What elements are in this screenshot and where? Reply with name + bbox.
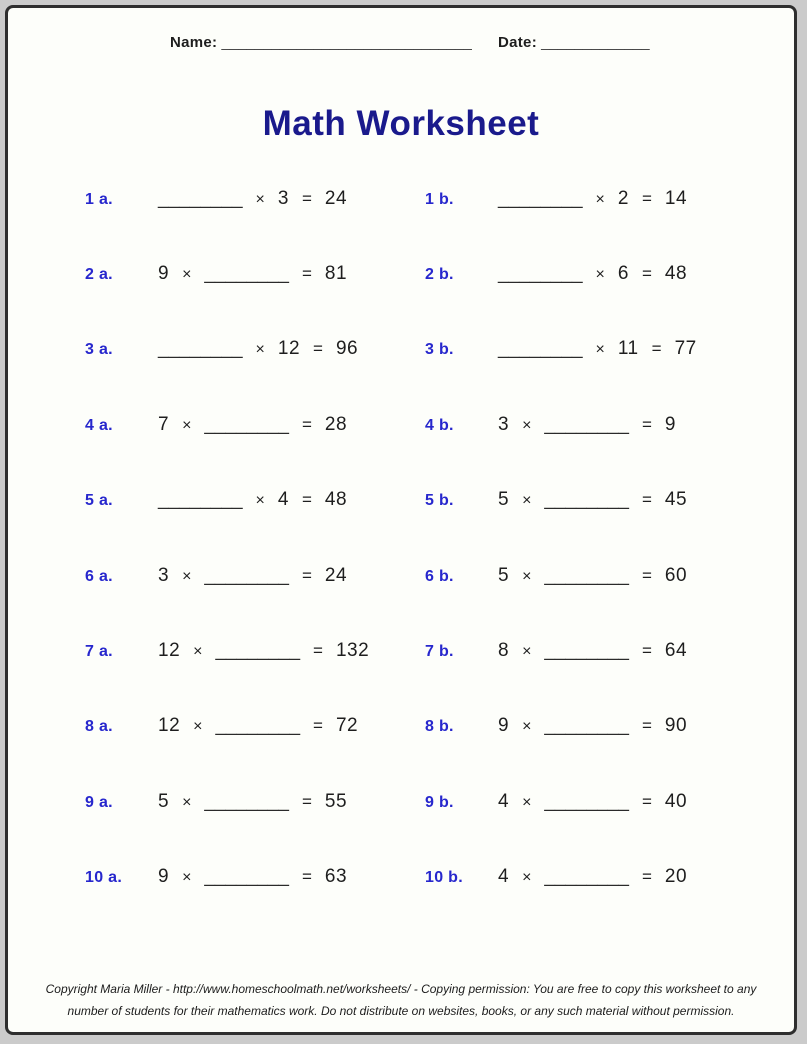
equation bbox=[158, 866, 347, 888]
times-symbol: × bbox=[182, 416, 192, 434]
problem-label: 6 a. bbox=[85, 567, 113, 585]
product-value: 14 bbox=[664, 187, 688, 209]
name-blank-line: ______________________________ bbox=[221, 34, 472, 51]
product-value: 90 bbox=[664, 715, 688, 737]
problems-grid bbox=[85, 161, 775, 915]
factor-value: 8 bbox=[498, 640, 510, 662]
factor-value: 4 bbox=[498, 866, 510, 888]
equation bbox=[498, 791, 687, 813]
equals-symbol: = bbox=[313, 716, 323, 736]
equals-symbol: = bbox=[301, 264, 312, 284]
equals-symbol: = bbox=[301, 188, 312, 208]
product-value: 40 bbox=[664, 790, 688, 812]
equation bbox=[158, 338, 358, 360]
factor-value: 9 bbox=[158, 866, 170, 888]
blank-line: ________ bbox=[544, 413, 629, 435]
equation bbox=[158, 640, 369, 662]
product-value: 81 bbox=[324, 263, 348, 285]
problem-label: 2 b. bbox=[425, 266, 454, 284]
equation bbox=[498, 489, 687, 511]
blank-line: ________ bbox=[215, 715, 301, 737]
blank-line: ________ bbox=[215, 640, 301, 662]
equals-symbol: = bbox=[641, 188, 652, 208]
factor-value: 5 bbox=[498, 564, 510, 586]
equals-symbol: = bbox=[641, 490, 652, 510]
blank-line: ________ bbox=[204, 564, 289, 586]
problem-row bbox=[85, 715, 425, 737]
times-symbol: × bbox=[182, 793, 192, 811]
problem-row bbox=[85, 791, 425, 813]
problem-label: 9 a. bbox=[85, 793, 113, 811]
times-symbol: × bbox=[595, 190, 605, 208]
equals-symbol: = bbox=[641, 414, 652, 434]
equals-symbol: = bbox=[301, 867, 312, 887]
problem-row bbox=[85, 263, 425, 285]
product-value: 60 bbox=[664, 564, 688, 586]
times-symbol: × bbox=[193, 643, 203, 661]
times-symbol: × bbox=[522, 793, 532, 811]
times-symbol: × bbox=[193, 718, 203, 736]
problem-label: 7 b. bbox=[425, 643, 454, 661]
equation bbox=[498, 640, 687, 662]
equation bbox=[158, 489, 347, 511]
date-label: Date: bbox=[497, 34, 537, 51]
name-date-header bbox=[170, 34, 650, 51]
factor-value: 5 bbox=[158, 790, 170, 812]
times-symbol: × bbox=[522, 492, 532, 510]
factor-value: 3 bbox=[158, 564, 170, 586]
worksheet-page bbox=[5, 5, 797, 1035]
product-value: 63 bbox=[324, 866, 348, 888]
product-value: 9 bbox=[664, 413, 676, 435]
problem-label: 2 a. bbox=[85, 266, 113, 284]
equals-symbol: = bbox=[301, 791, 312, 811]
equals-symbol: = bbox=[641, 264, 652, 284]
problem-row bbox=[85, 640, 425, 662]
problem-label: 8 a. bbox=[85, 718, 113, 736]
equals-symbol: = bbox=[641, 791, 652, 811]
blank-line: ________ bbox=[544, 715, 629, 737]
problem-row bbox=[85, 565, 425, 587]
problem-label: 1 b. bbox=[425, 190, 454, 208]
problem-row bbox=[425, 791, 765, 813]
times-symbol: × bbox=[595, 266, 605, 284]
factor-value: 3 bbox=[277, 187, 289, 209]
times-symbol: × bbox=[255, 492, 265, 510]
product-value: 48 bbox=[324, 489, 348, 511]
equals-symbol: = bbox=[641, 641, 652, 661]
problem-label: 5 a. bbox=[85, 492, 113, 510]
problem-row bbox=[425, 263, 765, 285]
factor-value: 6 bbox=[617, 263, 629, 285]
problem-label: 4 a. bbox=[85, 416, 113, 434]
problem-row bbox=[425, 489, 765, 511]
blank-line: ________ bbox=[204, 263, 289, 285]
problem-label: 4 b. bbox=[425, 416, 454, 434]
blank-line: ________ bbox=[204, 413, 289, 435]
problem-row bbox=[425, 640, 765, 662]
equals-symbol: = bbox=[313, 339, 323, 359]
equation bbox=[158, 715, 358, 737]
equals-symbol: = bbox=[651, 339, 662, 359]
factor-value: 7 bbox=[158, 413, 170, 435]
blank-line: ________ bbox=[204, 790, 289, 812]
equation bbox=[498, 565, 687, 587]
product-value: 55 bbox=[324, 790, 348, 812]
problem-row bbox=[425, 188, 765, 210]
problem-label: 8 b. bbox=[425, 718, 454, 736]
product-value: 20 bbox=[664, 866, 688, 888]
copyright-line-1: Copyright Maria Miller - http://www.homeschoolmath.net/worksheets/ - Copying permission: You are free to copy this worksheet to any bbox=[45, 982, 757, 996]
factor-value: 12 bbox=[277, 338, 301, 360]
problem-label: 7 a. bbox=[85, 643, 113, 661]
blank-line: ________ bbox=[544, 866, 629, 888]
blank-line: ________ bbox=[158, 338, 243, 360]
factor-value: 4 bbox=[277, 489, 289, 511]
equation bbox=[158, 414, 347, 436]
product-value: 77 bbox=[674, 338, 697, 360]
product-value: 45 bbox=[664, 489, 688, 511]
equation bbox=[498, 263, 687, 285]
factor-value: 2 bbox=[617, 187, 629, 209]
blank-line: ________ bbox=[544, 640, 629, 662]
factor-value: 9 bbox=[158, 263, 170, 285]
blank-line: ________ bbox=[544, 489, 629, 511]
product-value: 48 bbox=[664, 263, 688, 285]
problem-row bbox=[85, 866, 425, 888]
equation bbox=[158, 791, 347, 813]
equals-symbol: = bbox=[313, 641, 323, 661]
equals-symbol: = bbox=[301, 490, 312, 510]
problem-row bbox=[85, 188, 425, 210]
page-title: Math Worksheet bbox=[262, 104, 540, 143]
blank-line: ________ bbox=[204, 866, 289, 888]
times-symbol: × bbox=[522, 416, 532, 434]
problem-row bbox=[425, 338, 765, 360]
equation bbox=[158, 188, 347, 210]
times-symbol: × bbox=[182, 567, 192, 585]
product-value: 24 bbox=[324, 187, 348, 209]
copyright-footer bbox=[8, 978, 794, 1022]
factor-value: 5 bbox=[498, 489, 510, 511]
factor-value: 9 bbox=[498, 715, 510, 737]
blank-line: ________ bbox=[158, 489, 243, 511]
factor-value: 12 bbox=[158, 715, 181, 737]
times-symbol: × bbox=[255, 190, 265, 208]
problem-row bbox=[425, 715, 765, 737]
equation bbox=[498, 414, 676, 436]
blank-line: ________ bbox=[498, 338, 583, 360]
factor-value: 11 bbox=[617, 338, 639, 360]
factor-value: 12 bbox=[158, 640, 181, 662]
times-symbol: × bbox=[182, 869, 192, 887]
factor-value: 4 bbox=[498, 790, 510, 812]
equation bbox=[498, 715, 687, 737]
times-symbol: × bbox=[522, 869, 532, 887]
equation bbox=[498, 338, 697, 360]
blank-line: ________ bbox=[544, 790, 629, 812]
blank-line: ________ bbox=[498, 263, 583, 285]
blank-line: ________ bbox=[544, 564, 629, 586]
product-value: 28 bbox=[324, 413, 348, 435]
equation bbox=[158, 565, 347, 587]
equals-symbol: = bbox=[641, 867, 652, 887]
problem-label: 9 b. bbox=[425, 793, 454, 811]
problem-row bbox=[425, 414, 765, 436]
product-value: 132 bbox=[335, 640, 370, 662]
problem-row bbox=[85, 489, 425, 511]
name-label: Name: bbox=[170, 34, 218, 51]
problem-label: 10 b. bbox=[425, 869, 463, 887]
equals-symbol: = bbox=[641, 716, 652, 736]
problem-row bbox=[85, 338, 425, 360]
product-value: 72 bbox=[335, 715, 359, 737]
equation bbox=[498, 866, 687, 888]
times-symbol: × bbox=[522, 643, 532, 661]
problem-label: 5 b. bbox=[425, 492, 454, 510]
times-symbol: × bbox=[522, 718, 532, 736]
blank-line: ________ bbox=[498, 187, 583, 209]
product-value: 96 bbox=[335, 338, 359, 360]
equation bbox=[498, 188, 687, 210]
times-symbol: × bbox=[182, 266, 192, 284]
problem-label: 1 a. bbox=[85, 190, 113, 208]
times-symbol: × bbox=[595, 341, 605, 359]
problem-label: 10 a. bbox=[85, 869, 123, 887]
equation bbox=[158, 263, 347, 285]
product-value: 64 bbox=[664, 640, 688, 662]
problem-row bbox=[85, 414, 425, 436]
factor-value: 3 bbox=[498, 413, 510, 435]
blank-line: ________ bbox=[158, 187, 243, 209]
copyright-line-2: number of students for their mathematics work. Do not distribute on websites, books, or any such material without permission. bbox=[67, 1004, 735, 1018]
equals-symbol: = bbox=[301, 565, 312, 585]
problem-label: 3 b. bbox=[425, 341, 454, 359]
product-value: 24 bbox=[324, 564, 348, 586]
problem-label: 3 a. bbox=[85, 341, 113, 359]
problem-row bbox=[425, 866, 765, 888]
times-symbol: × bbox=[522, 567, 532, 585]
times-symbol: × bbox=[255, 341, 265, 359]
equals-symbol: = bbox=[301, 414, 312, 434]
problem-label: 6 b. bbox=[425, 567, 454, 585]
equals-symbol: = bbox=[641, 565, 652, 585]
problem-row bbox=[425, 565, 765, 587]
date-blank-line: _____________ bbox=[541, 34, 650, 51]
